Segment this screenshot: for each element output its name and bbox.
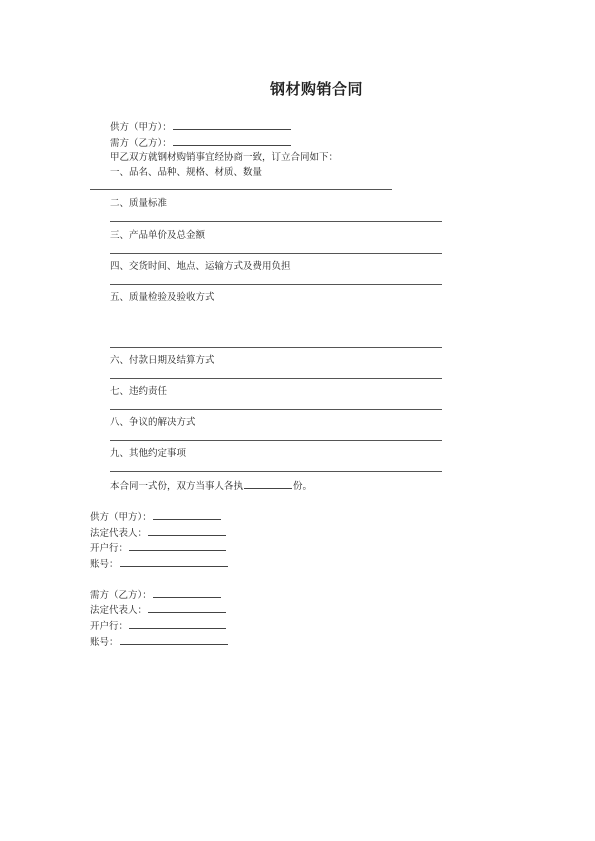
- section-9-rule: [110, 471, 442, 472]
- party-b-role-label: 需方（乙方）：: [90, 590, 152, 601]
- party-a-account-label: 账号：: [90, 559, 119, 570]
- section-5-heading: 五、质量检验及验收方式: [110, 292, 215, 303]
- intro-text: 甲乙双方就钢材购销事宜经协商一致，订立合同如下：: [110, 152, 339, 163]
- section-4-rule: [110, 284, 442, 285]
- party-b-bank-label: 开户行：: [90, 621, 129, 632]
- party-b-role-line: [90, 588, 222, 602]
- buyer-label: 需方（乙方）：: [110, 138, 172, 149]
- party-b-account-blank[interactable]: [120, 635, 228, 645]
- party-a-account-line: [90, 557, 229, 571]
- copies-suffix: 份。: [293, 481, 313, 492]
- section-3-rule: [110, 253, 442, 254]
- party-a-role-label: 供方（甲方）：: [90, 512, 152, 523]
- section-2-heading: 二、质量标准: [110, 198, 168, 209]
- party-a-bank-blank[interactable]: [129, 541, 226, 551]
- party-a-account-blank[interactable]: [120, 557, 228, 567]
- section-1-rule: [90, 189, 392, 190]
- party-a-rep-label: 法定代表人：: [90, 528, 148, 539]
- buyer-line: [110, 136, 292, 150]
- party-a-role-line: [90, 510, 222, 524]
- section-5-rule: [110, 347, 442, 348]
- section-7-heading: 七、违约责任: [110, 386, 168, 397]
- section-3-heading: 三、产品单价及总金额: [110, 230, 206, 241]
- copies-blank[interactable]: [244, 479, 292, 489]
- party-a-rep-blank[interactable]: [148, 526, 226, 536]
- section-2-rule: [110, 221, 442, 222]
- party-b-bank-blank[interactable]: [129, 619, 226, 629]
- party-b-account-line: [90, 635, 229, 649]
- party-b-role-blank[interactable]: [153, 588, 221, 598]
- party-b-rep-blank[interactable]: [148, 603, 226, 613]
- document-title: 钢材购销合同: [269, 80, 363, 98]
- section-4-heading: 四、交货时间、地点、运输方式及费用负担: [110, 261, 291, 272]
- supplier-blank[interactable]: [173, 120, 291, 130]
- party-a-bank-label: 开户行：: [90, 543, 129, 554]
- party-b-rep-label: 法定代表人：: [90, 605, 148, 616]
- copies-prefix: 本合同一式份，双方当事人各执: [110, 481, 244, 492]
- party-a-bank-line: [90, 541, 227, 555]
- section-1-heading: 一、品名、品种、规格、材质、数量: [110, 167, 263, 178]
- section-9-heading: 九、其他约定事项: [110, 448, 187, 459]
- section-8-rule: [110, 440, 442, 441]
- party-b-bank-line: [90, 619, 227, 633]
- copies-line: [110, 479, 312, 493]
- party-b-account-label: 账号：: [90, 637, 119, 648]
- buyer-blank[interactable]: [173, 136, 291, 146]
- section-6-heading: 六、付款日期及结算方式: [110, 355, 215, 366]
- party-b-rep-line: [90, 603, 227, 617]
- supplier-line: [110, 120, 292, 134]
- party-a-role-blank[interactable]: [153, 510, 221, 520]
- supplier-label: 供方（甲方）：: [110, 122, 172, 133]
- section-8-heading: 八、争议的解决方式: [110, 417, 196, 428]
- party-a-rep-line: [90, 526, 227, 540]
- section-7-rule: [110, 409, 442, 410]
- section-6-rule: [110, 378, 442, 379]
